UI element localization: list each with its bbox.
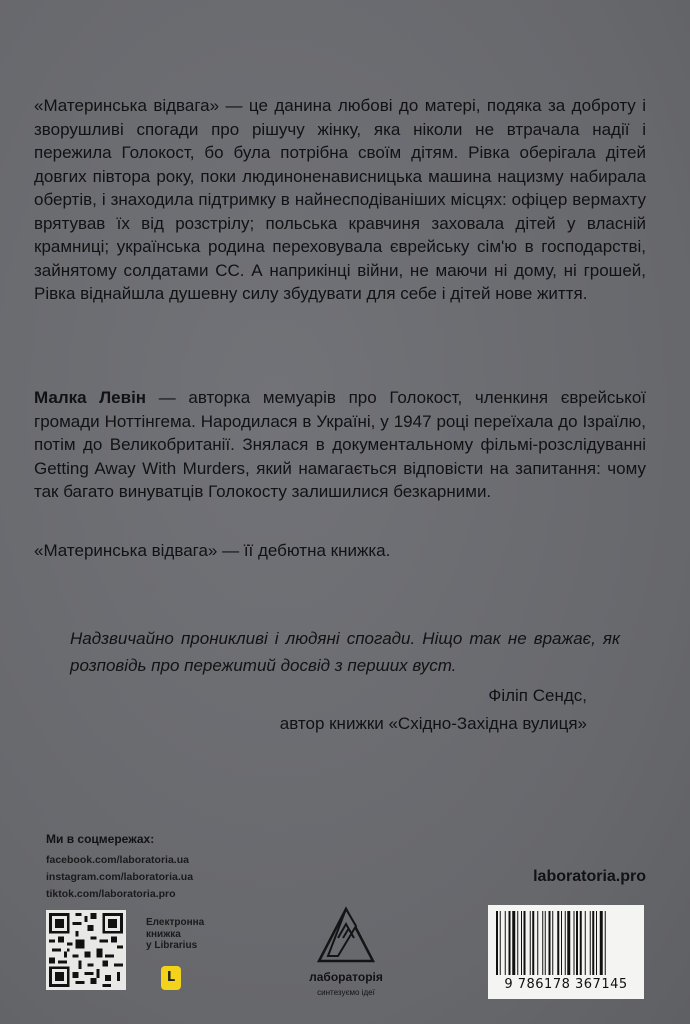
barcode-bar — [574, 911, 575, 975]
barcode-bar — [505, 911, 506, 975]
quote-author-title: автор книжки «Східно-Західна вулиця» — [279, 714, 587, 733]
barcode-bar — [537, 911, 538, 975]
barcode-bar — [549, 911, 551, 975]
barcode-bar — [530, 911, 531, 975]
author-bio — [34, 386, 646, 504]
barcode-bar — [524, 911, 526, 975]
quote-author: Філіп Сендс, — [488, 686, 587, 705]
barcode-bars — [496, 911, 636, 975]
barcode-bar — [596, 911, 597, 975]
barcode-bar — [500, 911, 501, 975]
barcode-bar — [605, 911, 606, 975]
barcode-bar — [532, 911, 534, 975]
barcode-bar — [496, 911, 498, 975]
author-name: Малка Левін — [34, 388, 147, 407]
publisher-logo-icon — [316, 906, 376, 966]
barcode-bar — [557, 911, 559, 975]
debut-line: «Материнська відвага» — її дебютна книжка. — [34, 541, 391, 560]
barcode-bar — [552, 911, 553, 975]
publisher-website[interactable]: laboratoria.pro — [533, 868, 646, 885]
review-quote: Надзвичайно проникливі і людяні спогади. Ніщо так не вражає, як розповідь про пережитий досвід з перших вуст. — [70, 629, 620, 675]
barcode-bar — [512, 911, 515, 975]
ebook-note — [146, 917, 204, 952]
barcode-bar — [542, 911, 543, 975]
publisher-tagline: синтезуємо ідеї — [317, 988, 375, 997]
barcode-bar — [600, 911, 603, 975]
social-link-tiktok[interactable]: tiktok.com/laboratoria.pro — [46, 888, 176, 900]
barcode-bar — [517, 911, 518, 975]
barcode-bar — [576, 911, 578, 975]
barcode-bar — [561, 911, 562, 975]
barcode-bar — [565, 911, 566, 975]
barcode-bar — [580, 911, 582, 975]
blurb-paragraph: «Материнська відвага» — це данина любові до матері, подяка за доброту і зворушливі спогади про рішучу жінку, яка ніколи не втрачала надії і пережила Голокост, бо була потрібна своїм дітям. Рівка оберігала дітей довгих півтора року, поки людиноненависницька машина нацизму набирала обертів, і знаходила підтримку в найнесподіваніших місцях: офіцер вермахту врятував їх від розстрілу; польська кравчиня заховала дітей у власній крамниці; українська родина переховувала єврейську сім'ю в господарстві, зайнятому солдатами СС. А наприкінці війни, не маючи ні дому, ні грошей, Рівка віднайшла душевну силу збудувати для себе і дітей нове життя. — [34, 96, 646, 303]
barcode-bar — [545, 911, 546, 975]
social-link-instagram[interactable]: instagram.com/laboratoria.ua — [46, 871, 194, 883]
barcode-bar — [585, 911, 586, 975]
ebook-line: Електронна — [146, 917, 205, 928]
barcode-bar — [521, 911, 522, 975]
isbn-number: 9 786178 367145 — [504, 977, 628, 992]
publisher-name: лабораторія — [309, 970, 383, 984]
barcode-bar — [590, 911, 591, 975]
isbn-barcode — [488, 905, 644, 999]
librarius-icon[interactable]: L — [161, 966, 181, 990]
ebook-line: у Librarius — [146, 940, 198, 951]
social-heading: Ми в соцмережах: — [46, 832, 155, 846]
social-link-facebook[interactable]: facebook.com/laboratoria.ua — [46, 854, 189, 866]
barcode-bar — [567, 911, 570, 975]
barcode-bar — [592, 911, 594, 975]
ebook-line: книжка — [146, 928, 181, 940]
barcode-bar — [509, 911, 511, 975]
author-bio-text: — авторка мемуарів про Голокост, членкиня єврейської громади Ноттінгема. Народилася в Україні, у 1947 році переїхала до Ізраїлю, потім до Великобританії. Знялася в документальному фільмі-розслідуванні Getting Away With Murders, який намагається відповісти на запитання: чому так багато винуватців Голокосту залишилися безкарними. — [34, 388, 646, 501]
qr-code[interactable] — [46, 910, 126, 990]
